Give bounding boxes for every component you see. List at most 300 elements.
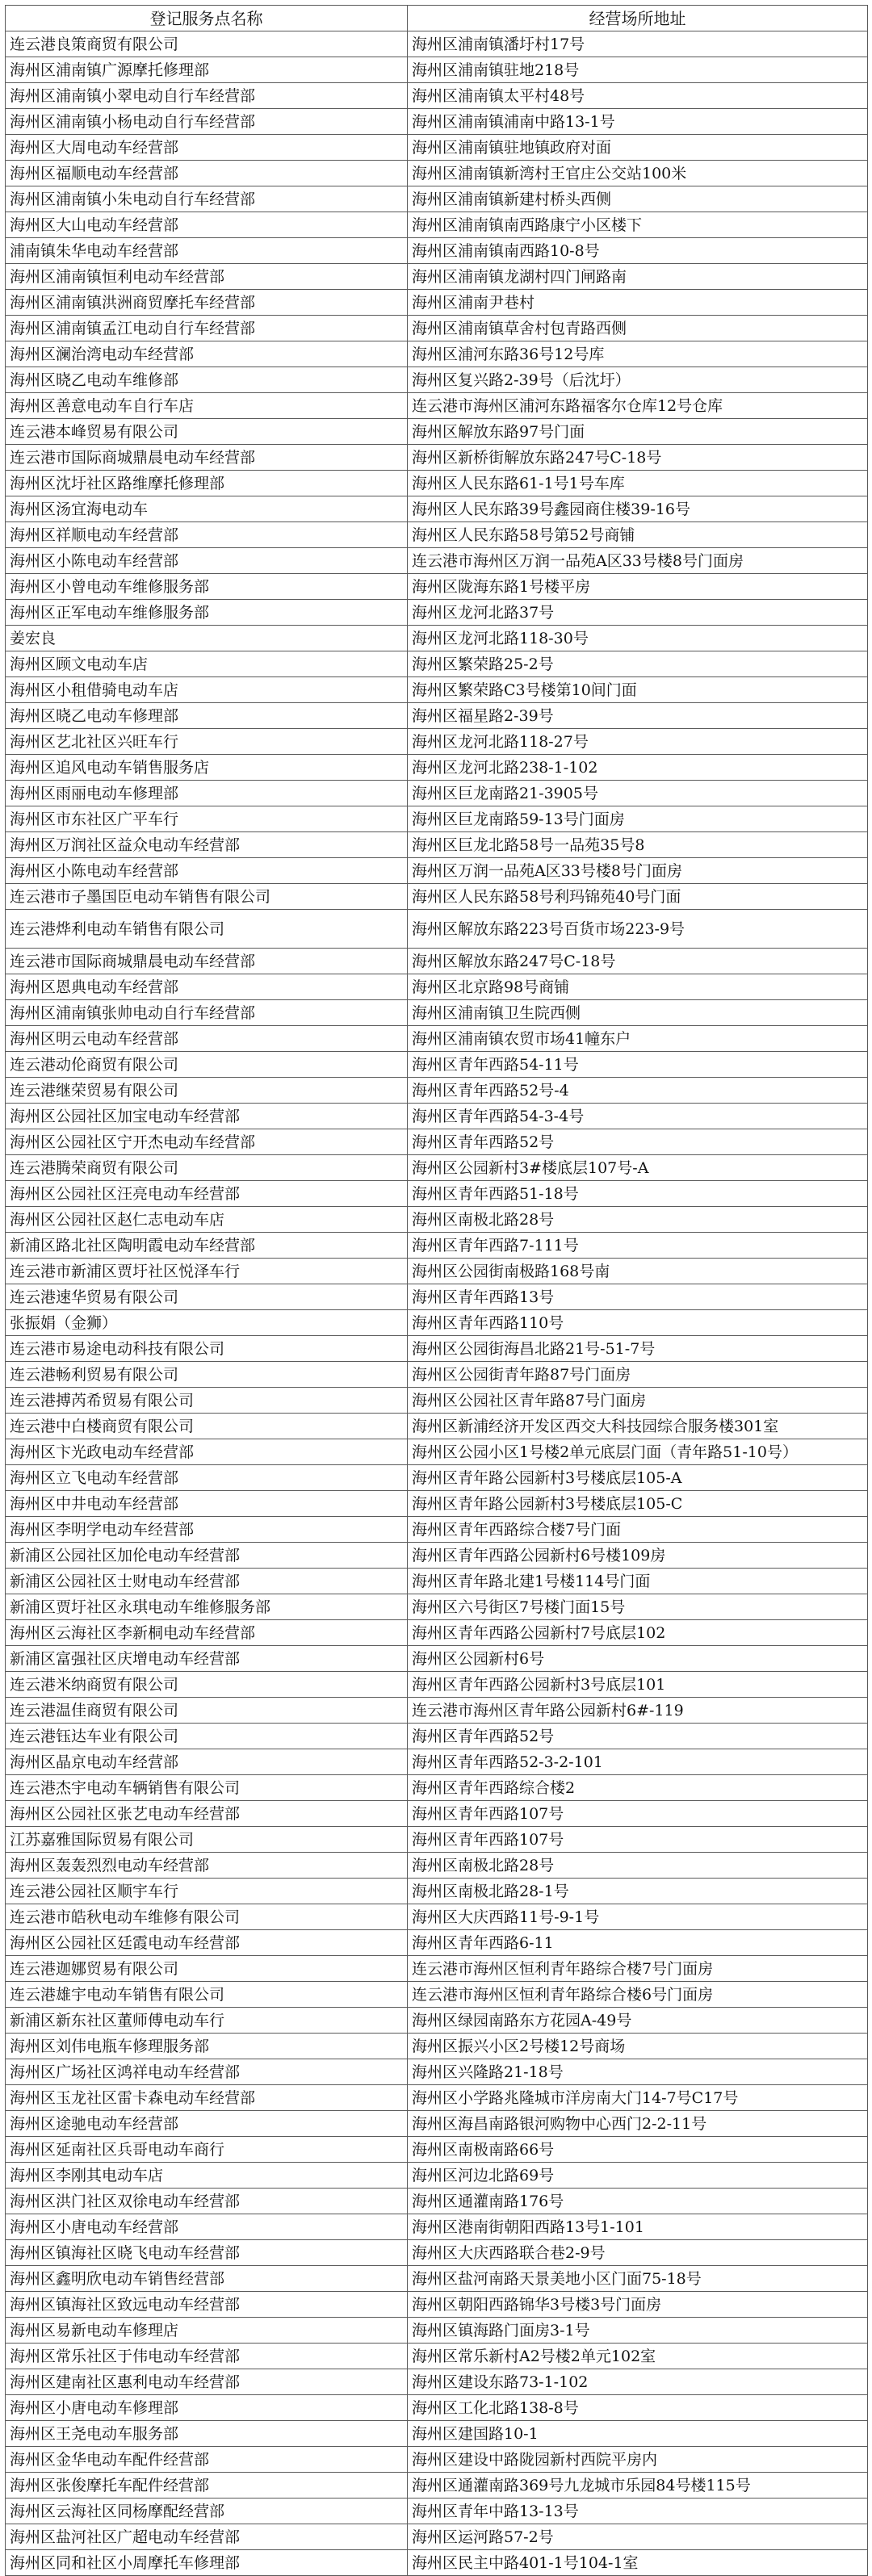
- table-row: [6, 1078, 868, 1104]
- address-cell: 海州区通灌南路369号九龙城市乐园84号楼115号: [408, 2473, 868, 2499]
- address-cell: 海州区龙河北路118-27号: [408, 729, 868, 755]
- address-cell: 海州区建国路10-1: [408, 2421, 868, 2447]
- name-cell: 海州区善意电动车自行车店: [6, 393, 408, 419]
- address-cell: 海州区青年西路107号: [408, 1827, 868, 1853]
- address-cell: 海州区人民东路58号利玛锦苑40号门面: [408, 884, 868, 910]
- address-cell: 海州区南极北路28-1号: [408, 1879, 868, 1904]
- address-cell: 海州区人民东路61-1号1号车库: [408, 471, 868, 496]
- name-cell: 连云港畅利贸易有限公司: [6, 1362, 408, 1388]
- table-row: [6, 1904, 868, 1930]
- address-cell: 海州区龙河北路37号: [408, 600, 868, 626]
- table-row: [6, 2008, 868, 2034]
- name-cell: 海州区汤宜海电动车: [6, 496, 408, 522]
- table-row: [6, 57, 868, 83]
- name-cell: 海州区浦南镇恒利电动车经营部: [6, 264, 408, 290]
- address-cell: 海州区青年西路52号: [408, 1724, 868, 1749]
- table-row: [6, 1801, 868, 1827]
- name-cell: 海州区云海社区李新桐电动车经营部: [6, 1620, 408, 1646]
- table-row: [6, 910, 868, 949]
- table-row: [6, 651, 868, 677]
- table-row: [6, 1853, 868, 1879]
- table-row: [6, 367, 868, 393]
- table-row: [6, 574, 868, 600]
- name-cell: 新浦区贾圩社区永琪电动车维修服务部: [6, 1594, 408, 1620]
- registration-table-sheet: [5, 5, 867, 2576]
- name-cell: 海州区建南社区惠利电动车经营部: [6, 2369, 408, 2395]
- address-cell: 连云港市海州区恒利青年路综合楼7号门面房: [408, 1956, 868, 1982]
- table-row: [6, 729, 868, 755]
- address-cell: 海州区通灌南路176号: [408, 2189, 868, 2214]
- address-cell: 海州区青年西路52-3-2-101: [408, 1749, 868, 1775]
- name-cell: 浦南镇朱华电动车经营部: [6, 238, 408, 264]
- table-body: [6, 31, 868, 2576]
- table-row: [6, 600, 868, 626]
- name-cell: 海州区鑫明欣电动车销售经营部: [6, 2266, 408, 2292]
- address-cell: 海州区浦南尹巷村: [408, 290, 868, 316]
- table-row: [6, 238, 868, 264]
- name-cell: 海州区盐河社区广超电动车经营部: [6, 2524, 408, 2550]
- address-cell: 海州区建设中路陇园新村西院平房内: [408, 2447, 868, 2473]
- name-cell: 连云港中白楼商贸有限公司: [6, 1414, 408, 1439]
- table-row: [6, 949, 868, 974]
- table-row: [6, 1879, 868, 1904]
- table-row: [6, 1414, 868, 1439]
- address-cell: 海州区青年西路公园新村7号底层102: [408, 1620, 868, 1646]
- name-cell: 连云港雄宇电动车销售有限公司: [6, 1982, 408, 2008]
- name-cell: 姜宏良: [6, 626, 408, 651]
- address-cell: 海州区六号街区7号楼门面15号: [408, 1594, 868, 1620]
- name-cell: 海州区玉龙社区雷卡森电动车经营部: [6, 2085, 408, 2111]
- address-cell: 海州区浦南镇新湾村王官庄公交站100米: [408, 161, 868, 186]
- table-row: [6, 1233, 868, 1259]
- table-row: [6, 1956, 868, 1982]
- name-cell: 海州区小唐电动车经营部: [6, 2214, 408, 2240]
- table-row: [6, 677, 868, 703]
- address-cell: 海州区浦南镇太平村48号: [408, 83, 868, 109]
- address-cell: 海州区新浦经济开发区西交大科技园综合服务楼301室: [408, 1414, 868, 1439]
- address-cell: 海州区港南街朝阳西路13号1-101: [408, 2214, 868, 2240]
- address-cell: 海州区青年西路52号: [408, 1129, 868, 1155]
- table-row: [6, 2292, 868, 2318]
- table-row: [6, 2189, 868, 2214]
- name-cell: 海州区公园社区张艺电动车经营部: [6, 1801, 408, 1827]
- address-cell: 海州区青年西路107号: [408, 1801, 868, 1827]
- table-row: [6, 109, 868, 135]
- address-cell: 海州区巨龙北路58号一品苑35号8: [408, 832, 868, 858]
- table-row: [6, 1336, 868, 1362]
- address-cell: 海州区浦南镇驻地镇政府对面: [408, 135, 868, 161]
- address-cell: 海州区青年西路综合楼2: [408, 1775, 868, 1801]
- name-cell: 海州区顾文电动车店: [6, 651, 408, 677]
- address-cell: 海州区北京路98号商铺: [408, 974, 868, 1000]
- address-cell: 海州区南极北路28号: [408, 1853, 868, 1879]
- name-cell: 张振娟（金狮）: [6, 1310, 408, 1336]
- name-cell: 海州区李明学电动车经营部: [6, 1517, 408, 1543]
- name-cell: 海州区途驰电动车经营部: [6, 2111, 408, 2137]
- address-cell: 海州区青年西路52号-4: [408, 1078, 868, 1104]
- name-cell: 连云港市易途电动科技有限公司: [6, 1336, 408, 1362]
- name-cell: 海州区祥顺电动车经营部: [6, 522, 408, 548]
- table-row: [6, 31, 868, 57]
- address-cell: 海州区青年西路13号: [408, 1284, 868, 1310]
- name-cell: 海州区浦南镇洪洲商贸摩托车经营部: [6, 290, 408, 316]
- table-row: [6, 2473, 868, 2499]
- name-cell: 海州区立飞电动车经营部: [6, 1465, 408, 1491]
- name-cell: 连云港迦娜贸易有限公司: [6, 1956, 408, 1982]
- name-cell: 海州区正军电动车维修服务部: [6, 600, 408, 626]
- address-cell: 海州区人民东路58号第52号商铺: [408, 522, 868, 548]
- name-cell: 海州区恩典电动车经营部: [6, 974, 408, 1000]
- address-cell: 连云港市海州区浦河东路福客尔仓库12号仓库: [408, 393, 868, 419]
- column-header-name: 登记服务点名称: [6, 6, 408, 31]
- name-cell: 连云港市国际商城鼎晨电动车经营部: [6, 949, 408, 974]
- address-cell: 海州区福星路2-39号: [408, 703, 868, 729]
- address-cell: 海州区青年西路110号: [408, 1310, 868, 1336]
- name-cell: 连云港米纳商贸有限公司: [6, 1672, 408, 1698]
- table-row: [6, 1749, 868, 1775]
- table-row: [6, 1207, 868, 1233]
- table-row: [6, 2059, 868, 2085]
- address-cell: 海州区浦南镇驻地218号: [408, 57, 868, 83]
- address-cell: 海州区青年西路54-3-4号: [408, 1104, 868, 1129]
- table-row: [6, 290, 868, 316]
- address-cell: 海州区公园街南极路168号南: [408, 1259, 868, 1284]
- name-cell: 海州区雨丽电动车修理部: [6, 781, 408, 806]
- address-cell: 海州区浦南镇草舍村包青路西侧: [408, 316, 868, 341]
- address-cell: 海州区建设东路73-1-102: [408, 2369, 868, 2395]
- table-row: [6, 2524, 868, 2550]
- name-cell: 海州区澜治湾电动车经营部: [6, 341, 408, 367]
- name-cell: 新浦区公园社区加伦电动车经营部: [6, 1543, 408, 1569]
- address-cell: 海州区海昌南路银河购物中心西门2-2-11号: [408, 2111, 868, 2137]
- table-row: [6, 341, 868, 367]
- table-row: [6, 703, 868, 729]
- name-cell: 海州区刘伟电瓶车修理服务部: [6, 2034, 408, 2059]
- table-row: [6, 393, 868, 419]
- table-row: [6, 471, 868, 496]
- name-cell: 海州区公园社区加宝电动车经营部: [6, 1104, 408, 1129]
- name-cell: 连云港市皓秋电动车维修有限公司: [6, 1904, 408, 1930]
- name-cell: 海州区小陈电动车经营部: [6, 548, 408, 574]
- address-cell: 海州区绿园南路东方花园A-49号: [408, 2008, 868, 2034]
- table-row: [6, 1491, 868, 1517]
- table-row: [6, 1698, 868, 1724]
- table-row: [6, 1026, 868, 1052]
- address-cell: 海州区常乐新村A2号楼2单元102室: [408, 2344, 868, 2369]
- address-cell: 海州区浦南镇新建村桥头西侧: [408, 186, 868, 212]
- address-cell: 海州区公园街海昌北路21号-51-7号: [408, 1336, 868, 1362]
- name-cell: 新浦区公园社区士财电动车经营部: [6, 1569, 408, 1594]
- table-row: [6, 2318, 868, 2344]
- address-cell: 海州区公园小区1号楼2单元底层门面（青年路51-10号）: [408, 1439, 868, 1465]
- name-cell: 连云港温佳商贸有限公司: [6, 1698, 408, 1724]
- table-row: [6, 626, 868, 651]
- address-cell: 海州区青年西路综合楼7号门面: [408, 1517, 868, 1543]
- table-row: [6, 1439, 868, 1465]
- name-cell: 海州区公园社区宁开杰电动车经营部: [6, 1129, 408, 1155]
- table-row: [6, 1129, 868, 1155]
- address-cell: 海州区浦南镇浦南中路13-1号: [408, 109, 868, 135]
- table-row: [6, 1827, 868, 1853]
- name-cell: 海州区浦南镇小翠电动自行车经营部: [6, 83, 408, 109]
- address-cell: 海州区巨龙南路59-13号门面房: [408, 806, 868, 832]
- table-row: [6, 2111, 868, 2137]
- name-cell: 海州区市东社区广平车行: [6, 806, 408, 832]
- name-cell: 海州区广场社区鸿祥电动车经营部: [6, 2059, 408, 2085]
- name-cell: 海州区晓乙电动车维修部: [6, 367, 408, 393]
- address-cell: 海州区青年路公园新村3号楼底层105-A: [408, 1465, 868, 1491]
- table-row: [6, 2034, 868, 2059]
- name-cell: 海州区追风电动车销售服务店: [6, 755, 408, 781]
- name-cell: 连云港市子墨国臣电动车销售有限公司: [6, 884, 408, 910]
- name-cell: 海州区镇海社区致远电动车经营部: [6, 2292, 408, 2318]
- table-row: [6, 161, 868, 186]
- name-cell: 海州区浦南镇广源摩托修理部: [6, 57, 408, 83]
- name-cell: 海州区公园社区汪亮电动车经营部: [6, 1181, 408, 1207]
- name-cell: 海州区镇海社区晓飞电动车经营部: [6, 2240, 408, 2266]
- address-cell: 海州区河边北路69号: [408, 2163, 868, 2189]
- name-cell: 海州区同和社区小周摩托车修理部: [6, 2550, 408, 2576]
- name-cell: 海州区晓乙电动车修理部: [6, 703, 408, 729]
- table-row: [6, 1052, 868, 1078]
- table-row: [6, 522, 868, 548]
- table-row: [6, 1310, 868, 1336]
- column-header-address: 经营场所地址: [408, 6, 868, 31]
- name-cell: 海州区金华电动车配件经营部: [6, 2447, 408, 2473]
- address-cell: 海州区民主中路401-1号104-1室: [408, 2550, 868, 2576]
- table-row: [6, 1000, 868, 1026]
- address-cell: 连云港市海州区恒利青年路综合楼6号门面房: [408, 1982, 868, 2008]
- table-row: [6, 858, 868, 884]
- name-cell: 江苏嘉雅国际贸易有限公司: [6, 1827, 408, 1853]
- name-cell: 海州区沈圩社区路维摩托修理部: [6, 471, 408, 496]
- address-cell: 海州区青年中路13-13号: [408, 2499, 868, 2524]
- name-cell: 连云港良策商贸有限公司: [6, 31, 408, 57]
- name-cell: 海州区浦南镇张帅电动自行车经营部: [6, 1000, 408, 1026]
- address-cell: 海州区浦南镇南西路10-8号: [408, 238, 868, 264]
- address-cell: 海州区兴隆路21-18号: [408, 2059, 868, 2085]
- table-row: [6, 755, 868, 781]
- table-row: [6, 186, 868, 212]
- table-row: [6, 264, 868, 290]
- name-cell: 海州区卞光政电动车经营部: [6, 1439, 408, 1465]
- address-cell: 海州区振兴小区2号楼12号商场: [408, 2034, 868, 2059]
- name-cell: 海州区晶京电动车经营部: [6, 1749, 408, 1775]
- name-cell: 海州区中井电动车经营部: [6, 1491, 408, 1517]
- address-cell: 海州区浦南镇南西路康宁小区楼下: [408, 212, 868, 238]
- name-cell: 海州区常乐社区于伟电动车经营部: [6, 2344, 408, 2369]
- address-cell: 海州区大庆西路联合巷2-9号: [408, 2240, 868, 2266]
- table-row: [6, 83, 868, 109]
- name-cell: 新浦区富强社区庆增电动车经营部: [6, 1646, 408, 1672]
- name-cell: 连云港杰宇电动车辆销售有限公司: [6, 1775, 408, 1801]
- name-cell: 连云港继荣贸易有限公司: [6, 1078, 408, 1104]
- name-cell: 海州区小租借骑电动车店: [6, 677, 408, 703]
- table-row: [6, 1362, 868, 1388]
- name-cell: 海州区云海社区同杨摩配经营部: [6, 2499, 408, 2524]
- address-cell: 海州区浦南镇农贸市场41幢东户: [408, 1026, 868, 1052]
- table-row: [6, 2395, 868, 2421]
- table-row: [6, 548, 868, 574]
- table-row: [6, 1388, 868, 1414]
- name-cell: 海州区福顺电动车经营部: [6, 161, 408, 186]
- table-row: [6, 2137, 868, 2163]
- table-row: [6, 1181, 868, 1207]
- name-cell: 连云港速华贸易有限公司: [6, 1284, 408, 1310]
- table-row: [6, 445, 868, 471]
- address-cell: 海州区青年路北建1号楼114号门面: [408, 1569, 868, 1594]
- table-row: [6, 316, 868, 341]
- table-row: [6, 496, 868, 522]
- address-cell: 海州区青年西路公园新村3号底层101: [408, 1672, 868, 1698]
- address-cell: 海州区浦河东路36号12号库: [408, 341, 868, 367]
- name-cell: 海州区浦南镇小杨电动自行车经营部: [6, 109, 408, 135]
- table-row: [6, 832, 868, 858]
- table-row: [6, 1646, 868, 1672]
- service-point-table: [5, 5, 868, 2576]
- table-row: [6, 1672, 868, 1698]
- name-cell: 海州区小唐电动车修理部: [6, 2395, 408, 2421]
- name-cell: 海州区张俊摩托车配件经营部: [6, 2473, 408, 2499]
- name-cell: 新浦区新东社区董师傅电动车行: [6, 2008, 408, 2034]
- table-row: [6, 1620, 868, 1646]
- address-cell: 海州区公园街青年路87号门面房: [408, 1362, 868, 1388]
- address-cell: 海州区小学路兆隆城市洋房南大门14-7号C17号: [408, 2085, 868, 2111]
- name-cell: 连云港腾荣商贸有限公司: [6, 1155, 408, 1181]
- address-cell: 海州区繁荣路25-2号: [408, 651, 868, 677]
- name-cell: 海州区轰轰烈烈电动车经营部: [6, 1853, 408, 1879]
- table-row: [6, 2163, 868, 2189]
- address-cell: 海州区浦南镇卫生院西侧: [408, 1000, 868, 1026]
- address-cell: 海州区陇海东路1号楼平房: [408, 574, 868, 600]
- name-cell: 连云港市新浦区贾圩社区悦泽车行: [6, 1259, 408, 1284]
- name-cell: 新浦区路北社区陶明霞电动车经营部: [6, 1233, 408, 1259]
- table-row: [6, 1155, 868, 1181]
- table-row: [6, 2499, 868, 2524]
- table-row: [6, 2344, 868, 2369]
- name-cell: 海州区公园社区赵仁志电动车店: [6, 1207, 408, 1233]
- name-cell: 海州区小陈电动车经营部: [6, 858, 408, 884]
- address-cell: 海州区公园新村3#楼底层107号-A: [408, 1155, 868, 1181]
- address-cell: 海州区运河路57-2号: [408, 2524, 868, 2550]
- address-cell: 海州区青年路公园新村3号楼底层105-C: [408, 1491, 868, 1517]
- table-row: [6, 1284, 868, 1310]
- name-cell: 海州区艺北社区兴旺车行: [6, 729, 408, 755]
- table-row: [6, 1594, 868, 1620]
- address-cell: 海州区繁荣路C3号楼第10间门面: [408, 677, 868, 703]
- address-cell: 海州区龙河北路238-1-102: [408, 755, 868, 781]
- name-cell: 连云港搏芮希贸易有限公司: [6, 1388, 408, 1414]
- table-row: [6, 2214, 868, 2240]
- address-cell: 海州区南极北路28号: [408, 1207, 868, 1233]
- address-cell: 海州区万润一品苑A区33号楼8号门面房: [408, 858, 868, 884]
- name-cell: 海州区大山电动车经营部: [6, 212, 408, 238]
- table-row: [6, 1930, 868, 1956]
- table-row: [6, 1465, 868, 1491]
- address-cell: 海州区公园新村6号: [408, 1646, 868, 1672]
- address-cell: 海州区朝阳西路锦华3号楼3号门面房: [408, 2292, 868, 2318]
- table-row: [6, 135, 868, 161]
- name-cell: 连云港烨利电动车销售有限公司: [6, 910, 408, 949]
- table-row: [6, 1259, 868, 1284]
- address-cell: 海州区镇海路门面房3-1号: [408, 2318, 868, 2344]
- table-row: [6, 2421, 868, 2447]
- address-cell: 连云港市海州区青年路公园新村6#-119: [408, 1698, 868, 1724]
- address-cell: 海州区巨龙南路21-3905号: [408, 781, 868, 806]
- address-cell: 海州区青年西路7-111号: [408, 1233, 868, 1259]
- table-row: [6, 1982, 868, 2008]
- name-cell: 海州区万润社区益众电动车经营部: [6, 832, 408, 858]
- name-cell: 海州区李刚其电动车店: [6, 2163, 408, 2189]
- address-cell: 海州区解放东路247号C-18号: [408, 949, 868, 974]
- name-cell: 海州区浦南镇小朱电动自行车经营部: [6, 186, 408, 212]
- address-cell: 海州区解放东路223号百货市场223-9号: [408, 910, 868, 949]
- name-cell: 海州区易新电动车修理店: [6, 2318, 408, 2344]
- address-cell: 海州区大庆西路11号-9-1号: [408, 1904, 868, 1930]
- table-row: [6, 2550, 868, 2576]
- name-cell: 海州区明云电动车经营部: [6, 1026, 408, 1052]
- table-row: [6, 1104, 868, 1129]
- name-cell: 连云港动伦商贸有限公司: [6, 1052, 408, 1078]
- table-row: [6, 884, 868, 910]
- address-cell: 海州区工化北路138-8号: [408, 2395, 868, 2421]
- address-cell: 连云港市海州区万润一品苑A区33号楼8号门面房: [408, 548, 868, 574]
- table-row: [6, 212, 868, 238]
- table-row: [6, 1775, 868, 1801]
- table-row: [6, 1724, 868, 1749]
- address-cell: 海州区公园社区青年路87号门面房: [408, 1388, 868, 1414]
- address-cell: 海州区南极南路66号: [408, 2137, 868, 2163]
- table-row: [6, 806, 868, 832]
- address-cell: 海州区青年西路6-11: [408, 1930, 868, 1956]
- table-row: [6, 2266, 868, 2292]
- name-cell: 海州区延南社区兵哥电动车商行: [6, 2137, 408, 2163]
- address-cell: 海州区浦南镇潘圩村17号: [408, 31, 868, 57]
- address-cell: 海州区龙河北路118-30号: [408, 626, 868, 651]
- table-row: [6, 1569, 868, 1594]
- table-row: [6, 974, 868, 1000]
- name-cell: 连云港公园社区顺宇车行: [6, 1879, 408, 1904]
- address-cell: 海州区新桥街解放东路247号C-18号: [408, 445, 868, 471]
- name-cell: 海州区公园社区廷霞电动车经营部: [6, 1930, 408, 1956]
- name-cell: 连云港本峰贸易有限公司: [6, 419, 408, 445]
- table-row: [6, 1517, 868, 1543]
- address-cell: 海州区人民东路39号鑫园商住楼39-16号: [408, 496, 868, 522]
- name-cell: 海州区王尧电动车服务部: [6, 2421, 408, 2447]
- name-cell: 海州区小曾电动车维修服务部: [6, 574, 408, 600]
- address-cell: 海州区青年西路51-18号: [408, 1181, 868, 1207]
- table-row: [6, 781, 868, 806]
- table-row: [6, 2447, 868, 2473]
- table-row: [6, 2369, 868, 2395]
- table-row: [6, 419, 868, 445]
- table-header-row: [6, 6, 868, 31]
- address-cell: 海州区盐河南路天景美地小区门面75-18号: [408, 2266, 868, 2292]
- address-cell: 海州区解放东路97号门面: [408, 419, 868, 445]
- table-row: [6, 1543, 868, 1569]
- name-cell: 连云港市国际商城鼎晨电动车经营部: [6, 445, 408, 471]
- table-row: [6, 2240, 868, 2266]
- address-cell: 海州区复兴路2-39号（后沈圩）: [408, 367, 868, 393]
- address-cell: 海州区青年西路公园新村6号楼109房: [408, 1543, 868, 1569]
- name-cell: 海州区大周电动车经营部: [6, 135, 408, 161]
- name-cell: 海州区浦南镇孟江电动自行车经营部: [6, 316, 408, 341]
- name-cell: 连云港钰达车业有限公司: [6, 1724, 408, 1749]
- table-row: [6, 2085, 868, 2111]
- name-cell: 海州区洪门社区双徐电动车经营部: [6, 2189, 408, 2214]
- address-cell: 海州区青年西路54-11号: [408, 1052, 868, 1078]
- address-cell: 海州区浦南镇龙湖村四门闸路南: [408, 264, 868, 290]
